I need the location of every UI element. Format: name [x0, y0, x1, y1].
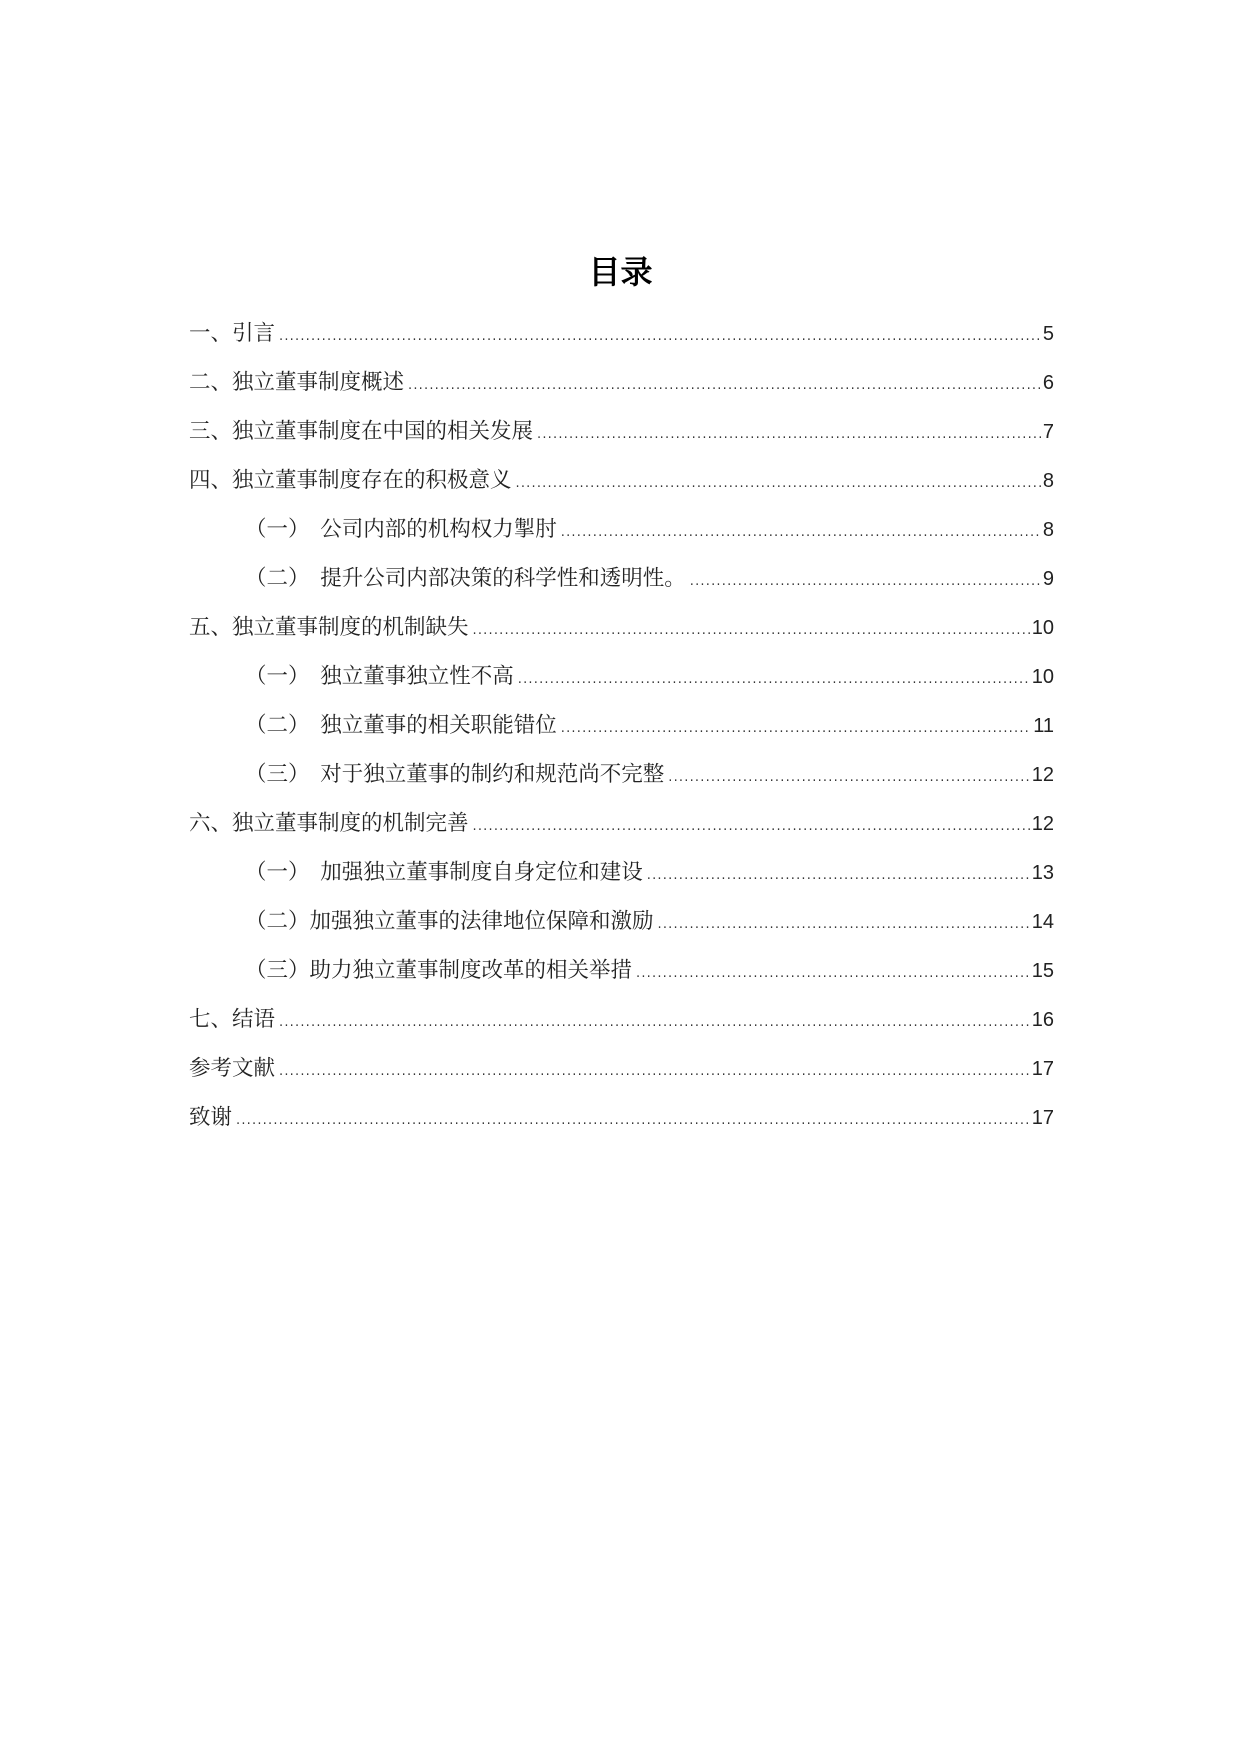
- toc-entry-page-number: 14: [1031, 911, 1054, 933]
- toc-dot-leader: [537, 417, 1041, 453]
- toc-entry-page-number: 9: [1042, 568, 1054, 590]
- toc-dot-leader: [561, 711, 1031, 747]
- toc-entry[interactable]: [189, 561, 1054, 610]
- toc-entry-page-number: 6: [1042, 372, 1054, 394]
- toc-entry[interactable]: [189, 512, 1054, 561]
- toc-entry[interactable]: [189, 855, 1054, 904]
- toc-dot-leader: [236, 1103, 1030, 1139]
- toc-entry-label: 七、结语: [189, 1007, 276, 1032]
- toc-entry[interactable]: [189, 414, 1054, 463]
- toc-entry-label: 二、独立董事制度概述: [189, 370, 405, 395]
- toc-entry-label: （三） 对于独立董事的制约和规范尚不完整: [245, 762, 665, 787]
- toc-dot-leader: [279, 1054, 1030, 1090]
- toc-dot-leader: [408, 368, 1041, 404]
- toc-entry[interactable]: [189, 365, 1054, 414]
- toc-entry-page-number: 11: [1033, 715, 1054, 737]
- toc-entry-page-number: 10: [1031, 617, 1054, 639]
- toc-entry-page-number: 13: [1031, 862, 1054, 884]
- toc-dot-leader: [516, 466, 1041, 502]
- toc-entry-label: （一） 加强独立董事制度自身定位和建设: [245, 860, 643, 885]
- toc-entry-label: （二） 独立董事的相关职能错位: [245, 713, 557, 738]
- toc-entry[interactable]: [189, 316, 1054, 365]
- toc-entry-label: （一） 公司内部的机构权力掣肘: [245, 517, 557, 542]
- toc-entry-label: （二） 提升公司内部决策的科学性和透明性。: [245, 566, 686, 591]
- toc-entry[interactable]: [189, 708, 1054, 757]
- toc-entry[interactable]: [189, 610, 1054, 659]
- toc-entry-label: （二）加强独立董事的法律地位保障和激励: [245, 909, 654, 934]
- toc-entry[interactable]: [189, 806, 1054, 855]
- toc-entry-page-number: 12: [1031, 764, 1054, 786]
- toc-entry[interactable]: [189, 1051, 1054, 1100]
- toc-dot-leader: [473, 613, 1030, 649]
- toc-entry[interactable]: [189, 1002, 1054, 1051]
- toc-entry[interactable]: [189, 953, 1054, 1002]
- toc-dot-leader: [473, 809, 1030, 845]
- toc-dot-leader: [518, 662, 1030, 698]
- toc-entry-page-number: 15: [1031, 960, 1054, 982]
- toc-entry-page-number: 8: [1042, 470, 1054, 492]
- toc-entry-label: 六、独立董事制度的机制完善: [189, 811, 469, 836]
- toc-entry[interactable]: [189, 1100, 1054, 1149]
- toc-entry-label: （一） 独立董事独立性不高: [245, 664, 514, 689]
- toc-dot-leader: [647, 858, 1030, 894]
- toc-entry-label: （三）助力独立董事制度改革的相关举措: [245, 958, 633, 983]
- toc-entry[interactable]: [189, 659, 1054, 708]
- toc-entry-page-number: 16: [1031, 1009, 1054, 1031]
- toc-dot-leader: [279, 1005, 1030, 1041]
- toc-entry[interactable]: [189, 463, 1054, 512]
- toc-dot-leader: [690, 564, 1041, 600]
- toc-entry-page-number: 10: [1031, 666, 1054, 688]
- toc-entry-page-number: 17: [1031, 1107, 1054, 1129]
- toc-title: 目录: [588, 253, 653, 291]
- toc-entry-page-number: 12: [1031, 813, 1054, 835]
- toc-entry-label: 四、独立董事制度存在的积极意义: [189, 468, 512, 493]
- toc-entry-page-number: 8: [1042, 519, 1054, 541]
- toc-entry-label: 致谢: [189, 1105, 233, 1130]
- toc-entry-label: 一、引言: [189, 321, 276, 346]
- toc-entry-page-number: 17: [1031, 1058, 1054, 1080]
- toc-entry-label: 五、独立董事制度的机制缺失: [189, 615, 469, 640]
- toc-entry[interactable]: [189, 904, 1054, 953]
- toc-entry-page-number: 7: [1042, 421, 1054, 443]
- toc-dot-leader: [279, 319, 1041, 355]
- toc-list: [189, 316, 1054, 1149]
- toc-entry-label: 参考文献: [189, 1056, 276, 1081]
- toc-entry-page-number: 5: [1042, 323, 1054, 345]
- toc-entry[interactable]: [189, 757, 1054, 806]
- toc-dot-leader: [636, 956, 1030, 992]
- toc-dot-leader: [668, 760, 1029, 796]
- toc-dot-leader: [658, 907, 1030, 943]
- toc-entry-label: 三、独立董事制度在中国的相关发展: [189, 419, 534, 444]
- toc-dot-leader: [561, 515, 1041, 551]
